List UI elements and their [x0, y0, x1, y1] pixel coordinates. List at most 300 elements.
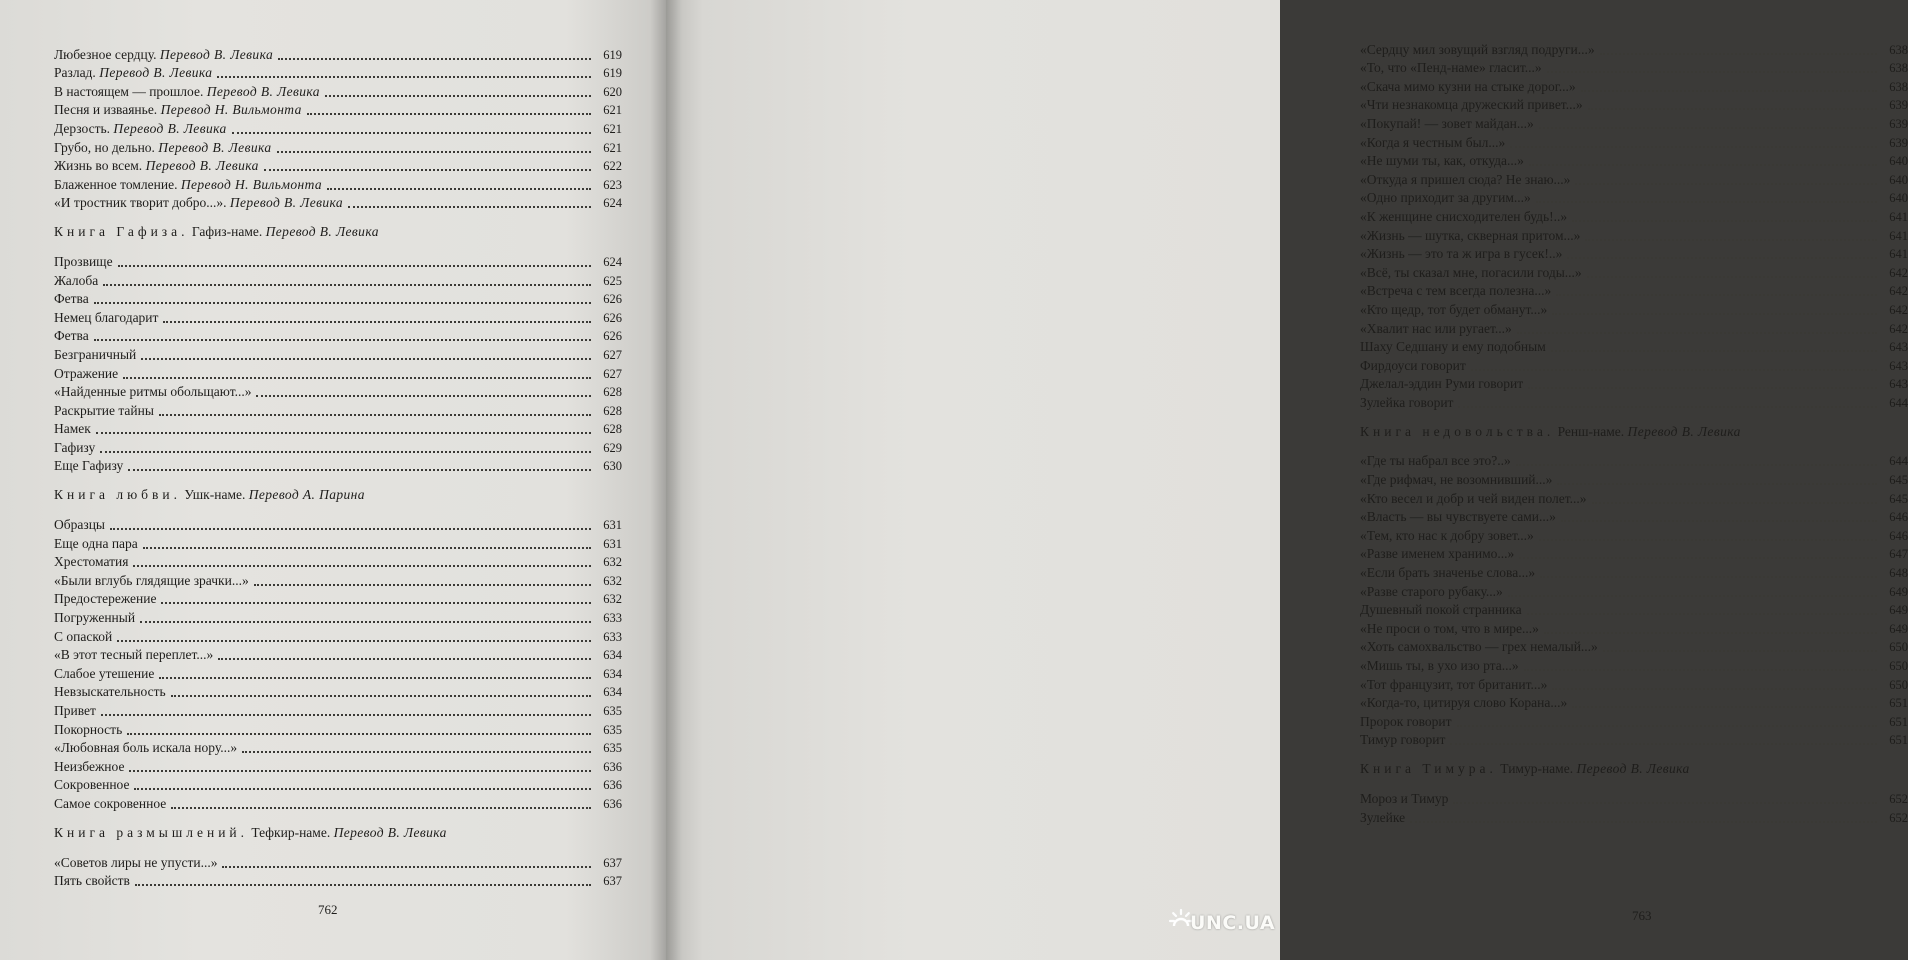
entry-page-number: 631 [603, 536, 622, 551]
toc-entry [54, 553, 622, 572]
toc-entry [1360, 489, 1908, 508]
toc-entry [54, 383, 622, 402]
entry-title: Гафизу [54, 439, 96, 455]
dot-leader [327, 187, 591, 190]
dot-leader [1600, 52, 1877, 55]
entry-title: Безграничный [54, 346, 137, 362]
entry-title: Покорность [54, 721, 123, 737]
entry-title: Мороз и Тимур [1360, 790, 1449, 806]
dot-leader [254, 583, 591, 586]
toc-entry [1360, 675, 1908, 694]
entry-translator: Перевод В. Левика [159, 46, 274, 62]
entry-text [1360, 790, 1448, 808]
entry-title: «Когда я честным был...» [1360, 134, 1506, 150]
toc-entry [54, 757, 622, 776]
entry-page-number: 648 [1889, 566, 1908, 581]
entry-page-number: 627 [603, 366, 622, 381]
entry-title: В настоящем — прошлое. [54, 83, 204, 99]
dot-leader [161, 601, 591, 604]
entry-text [1360, 638, 1598, 656]
entry-text [1360, 394, 1453, 412]
dot-leader [1519, 556, 1877, 559]
toc-entry [54, 438, 622, 457]
toc-entry [1360, 189, 1908, 208]
entry-title: «Когда-то, цитируя слово Корана...» [1360, 695, 1568, 711]
entry-translator: Перевод В. Левика [158, 139, 272, 155]
entry-title: «Скача мимо кузни на стыке дорог...» [1360, 78, 1576, 94]
dot-leader [159, 413, 591, 416]
toc-entry [54, 571, 622, 590]
dot-leader [1450, 742, 1877, 745]
entry-page-number: 628 [603, 385, 622, 400]
entry-title: Жизнь во всем. [54, 158, 143, 174]
entry-text [1360, 564, 1535, 582]
entry-page-number: 628 [603, 422, 622, 437]
entry-title: Фирдоуси говорит [1360, 357, 1466, 373]
entry-page-number: 625 [603, 273, 622, 288]
dot-leader [110, 527, 591, 530]
section-spaced-title: Книга любви. [54, 487, 182, 503]
section-name: Тимур-наме. [1500, 761, 1574, 777]
entry-page-number: 650 [1889, 677, 1908, 692]
entry-page-number: 639 [1889, 116, 1908, 131]
entry-text [1360, 452, 1511, 470]
toc-entry [1360, 319, 1908, 338]
entry-title: «Тот французит, тот британит...» [1360, 676, 1548, 692]
entry-page-number: 621 [603, 121, 622, 136]
entry-title: «Не шуми ты, как, откуда...» [1360, 153, 1524, 169]
toc-entry [54, 590, 622, 609]
section-translator: Перевод В. Левика [1576, 761, 1690, 777]
dot-leader [307, 112, 591, 115]
entry-title: Песня и изваянье. [54, 102, 158, 118]
toc-entry [54, 872, 622, 891]
entry-page-number: 651 [1889, 714, 1908, 729]
dot-leader [1527, 612, 1877, 615]
entry-title: Невзыскательность [54, 684, 166, 700]
entry-page-number: 621 [603, 140, 622, 155]
toc-entry [1360, 114, 1908, 133]
section-heading [54, 222, 622, 242]
entry-translator: Перевод В. Левика [99, 65, 213, 81]
toc-entry [54, 608, 622, 627]
entry-title: Грубо, но дельно. [54, 139, 155, 155]
entry-text [1360, 731, 1445, 749]
entry-title: Фетва [54, 328, 89, 344]
toc-left-column [54, 45, 622, 890]
entry-title: «Разве именем хранимо...» [1360, 546, 1515, 562]
entry-title: Неизбежное [54, 758, 125, 774]
entry-text [1360, 620, 1539, 638]
entry-page-number: 652 [1889, 810, 1908, 825]
entry-page-number: 637 [603, 855, 622, 870]
entry-page-number: 623 [603, 177, 622, 192]
entry-title: Пророк говорит [1360, 713, 1452, 729]
entry-page-number: 651 [1889, 696, 1908, 711]
dot-leader [140, 620, 591, 623]
dot-leader [325, 94, 591, 97]
entry-page-number: 628 [603, 403, 622, 418]
dot-leader [1471, 368, 1877, 371]
entry-text [1360, 809, 1405, 827]
toc-entry [1360, 226, 1908, 245]
entry-title: «И тростник творит добро...». [54, 195, 227, 211]
entry-page-number: 626 [603, 329, 622, 344]
entry-translator: Перевод В. Левика [229, 195, 344, 211]
entry-text [54, 590, 156, 608]
dot-leader [1585, 238, 1877, 241]
entry-title: «В этот тесный переплет...» [54, 647, 214, 663]
section-name: Ренш-наме. [1557, 423, 1625, 439]
entry-text [54, 535, 138, 553]
page-number-right: 763 [1632, 908, 1652, 923]
entry-title: «Хвалит нас или ругает...» [1360, 320, 1512, 336]
entry-page-number: 640 [1889, 191, 1908, 206]
entry-text [1360, 601, 1522, 619]
entry-title: Разлад. [54, 65, 96, 81]
entry-page-number: 638 [1889, 42, 1908, 57]
toc-entry [1360, 356, 1908, 375]
entry-text [1360, 115, 1534, 133]
entry-page-number: 624 [603, 254, 622, 269]
dot-leader [242, 750, 591, 753]
entry-page-number: 642 [1889, 284, 1908, 299]
entry-page-number: 632 [603, 573, 622, 588]
toc-entry [1360, 601, 1908, 620]
toc-entry [1360, 170, 1908, 189]
entry-text [54, 120, 227, 138]
entry-text [54, 776, 129, 794]
dot-leader [1592, 501, 1877, 504]
entry-text [1360, 282, 1551, 300]
entry-page-number: 644 [1889, 454, 1908, 469]
entry-title: Любезное сердцу. [54, 46, 157, 62]
toc-entry [1360, 40, 1908, 59]
toc-entry [1360, 300, 1908, 319]
entry-text [54, 872, 130, 890]
toc-entry [54, 252, 622, 271]
dot-leader [159, 676, 591, 679]
entry-title: «Чти незнакомца дружеский привет...» [1360, 97, 1583, 113]
right-page [666, 0, 1908, 960]
toc-entry [1360, 375, 1908, 394]
toc-entry [54, 776, 622, 795]
entry-page-number: 641 [1889, 228, 1908, 243]
entry-title: «Власть — вы чувствуете сами...» [1360, 509, 1556, 525]
entry-title: Раскрытие тайны [54, 402, 154, 418]
section-name: Тефкир-наме. [251, 824, 331, 840]
toc-entry [1360, 808, 1908, 827]
entry-page-number: 638 [1889, 61, 1908, 76]
entry-title: Зулейке [1360, 809, 1406, 825]
dot-leader [1581, 89, 1877, 92]
dot-leader [1551, 349, 1877, 352]
section-heading [1360, 422, 1908, 442]
toc-entry [1360, 638, 1908, 657]
entry-page-number: 644 [1889, 395, 1908, 410]
watermark-text: UNC.UA [1190, 912, 1276, 934]
entry-text [54, 516, 105, 534]
dot-leader [277, 150, 591, 153]
entry-title: Слабое утешение [54, 665, 155, 681]
dot-leader [1588, 107, 1877, 110]
entry-title: «Не проси о том, что в мире...» [1360, 620, 1539, 636]
entry-text [54, 176, 322, 194]
entry-title: «Разве старого рубаку...» [1360, 583, 1503, 599]
entry-text [54, 83, 320, 101]
toc-entry [54, 534, 622, 553]
entry-title: «Жизнь — это та ж игра в гусек!..» [1360, 246, 1563, 262]
entry-title: «Найденные ритмы обольщают...» [54, 384, 252, 400]
entry-title: Намек [54, 421, 91, 437]
dot-leader [256, 394, 591, 397]
entry-page-number: 639 [1889, 135, 1908, 150]
entry-title: Предостережение [54, 591, 157, 607]
entry-page-number: 647 [1889, 547, 1908, 562]
entry-text [54, 646, 213, 664]
entry-page-number: 633 [603, 629, 622, 644]
entry-text [54, 272, 98, 290]
entry-text [54, 402, 154, 420]
entry-text [54, 702, 96, 720]
entry-title: Душевный покой странника [1360, 602, 1522, 618]
section-heading [54, 485, 622, 505]
toc-entry [54, 364, 622, 383]
entry-translator: Перевод В. Левика [113, 120, 227, 136]
toc-entry [54, 138, 622, 157]
toc-entry [54, 646, 622, 665]
entry-text [54, 854, 217, 872]
dot-leader [1587, 275, 1877, 278]
dot-leader [171, 694, 591, 697]
entry-translator: Перевод Н. Вильмонта [160, 102, 302, 118]
entry-page-number: 635 [603, 704, 622, 718]
entry-page-number: 638 [1889, 79, 1908, 94]
toc-entry [54, 175, 622, 194]
entry-text [1360, 301, 1547, 319]
entry-text [54, 572, 249, 590]
dot-leader [1510, 145, 1877, 148]
dot-leader [133, 564, 591, 567]
entry-title: «Сердцу мил зовущий взгляд подруги...» [1360, 41, 1595, 57]
entry-title: Еще Гафизу [54, 458, 124, 474]
entry-title: Погруженный [54, 610, 136, 626]
dot-leader [141, 357, 591, 360]
toc-entry [1360, 393, 1908, 412]
entry-text [54, 253, 113, 271]
entry-page-number: 619 [603, 66, 622, 81]
dot-leader [117, 639, 591, 642]
dot-leader [127, 732, 591, 735]
entry-text [54, 683, 166, 701]
dot-leader [118, 264, 591, 267]
entry-page-number: 642 [1889, 265, 1908, 280]
entry-title: «Мишь ты, в ухо изо рта...» [1360, 658, 1519, 673]
toc-entry [1360, 508, 1908, 527]
entry-title: Отражение [54, 365, 119, 381]
section-heading [1360, 759, 1908, 779]
entry-text [1360, 545, 1514, 563]
entry-page-number: 626 [603, 292, 622, 307]
entry-text [1360, 527, 1534, 545]
entry-page-number: 637 [603, 874, 622, 889]
left-page [0, 0, 666, 960]
dot-leader [1524, 668, 1877, 671]
entry-title: «Были вглубь глядящие зрачки...» [54, 572, 249, 588]
entry-title: «Одно приходит за другим...» [1360, 190, 1531, 206]
toc-entry [1360, 789, 1908, 808]
entry-title: Жалоба [54, 272, 99, 288]
entry-text [1360, 357, 1466, 375]
entry-title: «Кто щедр, тот будет обманут...» [1360, 301, 1548, 317]
dot-leader [163, 320, 591, 323]
entry-page-number: 619 [603, 47, 622, 62]
entry-title: «Покупай! — зовет майдан...» [1360, 115, 1534, 131]
dot-leader [1603, 649, 1877, 652]
entry-title: «Где рифмач, не возомнивший...» [1360, 472, 1553, 488]
entry-page-number: 640 [1889, 154, 1908, 169]
entry-text [1360, 320, 1512, 338]
dot-leader [218, 657, 591, 660]
entry-page-number: 649 [1889, 603, 1908, 618]
entry-title: Привет [54, 703, 96, 718]
dot-leader [232, 131, 591, 134]
entry-text [1360, 338, 1546, 356]
entry-page-number: 646 [1889, 528, 1908, 543]
dot-leader [1567, 256, 1877, 259]
dot-leader [1547, 70, 1877, 73]
entry-text [54, 439, 95, 457]
entry-title: «Если брать значенье слова...» [1360, 565, 1536, 581]
section-name: Ушк-наме. [184, 487, 246, 503]
dot-leader [1556, 293, 1877, 296]
section-translator: Перевод В. Левика [1627, 423, 1741, 439]
dot-leader [1539, 538, 1877, 541]
dot-leader [171, 806, 591, 809]
toc-entry [1360, 133, 1908, 152]
entry-text [54, 795, 166, 813]
entry-text [1360, 189, 1531, 207]
entry-text [1360, 657, 1519, 675]
entry-page-number: 642 [1889, 321, 1908, 336]
section-translator: Перевод А. Парина [248, 487, 365, 503]
toc-entry [54, 327, 622, 346]
entry-title: Хрестоматия [54, 554, 129, 570]
toc-entry [1360, 731, 1908, 750]
dot-leader [1536, 200, 1877, 203]
section-spaced-title: Книга размышлений. [54, 824, 249, 840]
entry-title: Образцы [54, 517, 105, 533]
toc-entry [54, 664, 622, 683]
toc-entry [54, 345, 622, 364]
entry-text [54, 721, 122, 739]
toc-entry [54, 308, 622, 327]
dot-leader [278, 57, 591, 60]
entry-text [54, 665, 154, 683]
dot-leader [128, 468, 591, 471]
entry-text [54, 383, 251, 401]
entry-title: Тимур говорит [1360, 732, 1446, 748]
toc-entry [54, 683, 622, 702]
entry-text [1360, 59, 1542, 77]
entry-text [54, 346, 136, 364]
toc-entry [1360, 563, 1908, 582]
entry-title: «Советов лиры не упусти...» [54, 854, 218, 870]
entry-page-number: 636 [603, 796, 622, 811]
section-spaced-title: Книга Гафиза. [54, 224, 189, 240]
dot-leader [222, 865, 591, 868]
toc-entry [1360, 59, 1908, 78]
toc-entry [1360, 526, 1908, 545]
entry-page-number: 639 [1889, 98, 1908, 113]
entry-text [1360, 134, 1505, 152]
entry-text [54, 327, 89, 345]
entry-text [1360, 471, 1552, 489]
entry-page-number: 652 [1889, 791, 1908, 806]
entry-title: Шаху Седшану и ему подобным [1360, 339, 1546, 355]
entry-text [54, 290, 89, 308]
entry-text [54, 309, 158, 327]
toc-entry [1360, 545, 1908, 564]
entry-page-number: 633 [603, 611, 622, 626]
dot-leader [1552, 687, 1877, 690]
dot-leader [264, 168, 591, 171]
entry-text [1360, 171, 1570, 189]
entry-text [1360, 264, 1582, 282]
entry-text [54, 628, 112, 646]
entry-page-number: 645 [1889, 473, 1908, 488]
entry-text [54, 194, 343, 212]
dot-leader [94, 301, 591, 304]
dot-leader [1458, 405, 1877, 408]
toc-entry [1360, 245, 1908, 264]
entry-title: «Где ты набрал все это?..» [1360, 453, 1511, 469]
section-heading [54, 823, 622, 843]
watermark [1168, 902, 1274, 946]
entry-text [54, 157, 259, 175]
section-spaced-title: Книга Тимура. [1360, 761, 1497, 777]
dot-leader [129, 769, 591, 772]
dot-leader [1539, 126, 1877, 129]
entry-page-number: 635 [603, 741, 622, 756]
entry-page-number: 641 [1889, 209, 1908, 224]
toc-entry [54, 119, 622, 138]
toc-entry [54, 701, 622, 720]
entry-title: «Всё, ты сказал мне, погасили годы...» [1360, 264, 1582, 280]
dot-leader [1528, 386, 1877, 389]
entry-title: Самое сокровенное [54, 795, 167, 811]
entry-title: Сокровенное [54, 777, 130, 793]
entry-title: «Откуда я пришел сюда? Не знаю...» [1360, 171, 1571, 187]
entry-page-number: 621 [603, 103, 622, 118]
dot-leader [1552, 312, 1877, 315]
toc-entry [54, 457, 622, 476]
entry-page-number: 634 [603, 666, 622, 681]
entry-title: Немец благодарит [54, 309, 159, 325]
entry-title: «К женщине снисходителен будь!..» [1360, 208, 1568, 224]
entry-text [1360, 583, 1503, 601]
toc-entry [54, 64, 622, 83]
toc-right-column [1360, 40, 1908, 827]
entry-page-number: 630 [603, 459, 622, 474]
toc-entry [54, 794, 622, 813]
entry-page-number: 626 [603, 310, 622, 325]
entry-page-number: 632 [603, 592, 622, 607]
page-number-left: 762 [318, 902, 338, 917]
entry-text [1360, 694, 1567, 712]
entry-title: Пять свойств [54, 873, 130, 889]
entry-text [1360, 713, 1452, 731]
